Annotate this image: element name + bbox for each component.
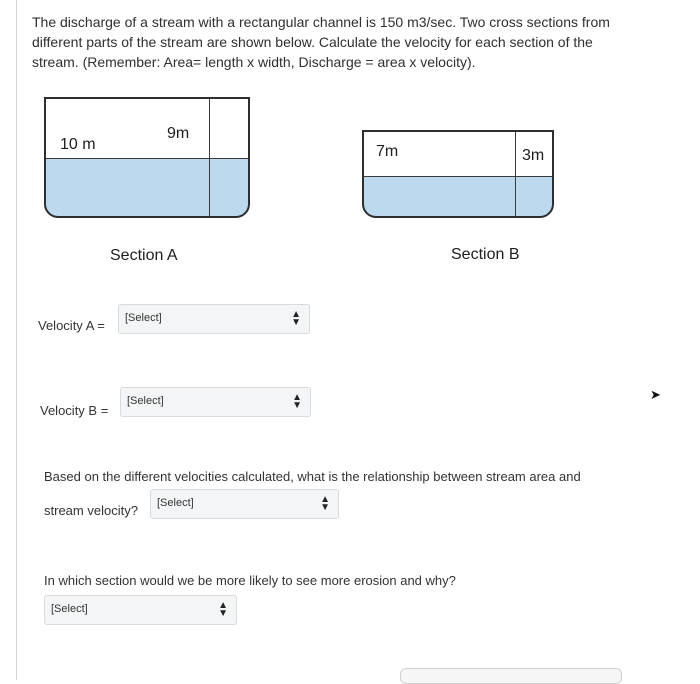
relationship-select[interactable] bbox=[150, 489, 339, 519]
select-arrows-icon: ▲ ▼ bbox=[218, 600, 228, 619]
relationship-question-line-2: stream velocity? bbox=[44, 503, 138, 518]
velocity-b-select[interactable] bbox=[120, 387, 311, 417]
relationship-question-line-1: Based on the different velocities calculated, what is the relationship between stream area and bbox=[44, 469, 581, 484]
section-b-depth-label: 3m bbox=[522, 147, 545, 164]
erosion-select-value: [Select] bbox=[51, 603, 88, 615]
intro-line-1: The discharge of a stream with a rectangular channel is 150 m3/sec. Two cross sections from bbox=[32, 14, 610, 30]
section-a-channel bbox=[44, 97, 250, 218]
select-arrows-icon: ▲ ▼ bbox=[291, 309, 301, 328]
velocity-a-select[interactable] bbox=[118, 304, 310, 334]
velocity-a-select-value: [Select] bbox=[125, 312, 162, 324]
section-a-title: Section A bbox=[110, 247, 178, 264]
section-a-depth-label: 9m bbox=[167, 125, 190, 142]
intro-line-2: different parts of the stream are shown below. Calculate the velocity for each section of the bbox=[32, 34, 593, 50]
velocity-b-label: Velocity B = bbox=[40, 403, 109, 418]
erosion-select[interactable] bbox=[44, 595, 237, 625]
select-arrows-icon: ▲ ▼ bbox=[292, 392, 302, 411]
mouse-cursor-icon: ➤ bbox=[650, 387, 661, 402]
relationship-select-value: [Select] bbox=[157, 497, 194, 509]
intro-line-3: stream. (Remember: Area= length x width, Discharge = area x velocity). bbox=[32, 54, 476, 70]
section-b-width-label: 7m bbox=[376, 143, 399, 160]
velocity-a-label: Velocity A = bbox=[38, 318, 105, 333]
velocity-b-select-value: [Select] bbox=[127, 395, 164, 407]
erosion-question: In which section would we be more likely to see more erosion and why? bbox=[44, 573, 456, 588]
select-arrows-icon: ▲ ▼ bbox=[320, 494, 330, 513]
question-intro bbox=[32, 12, 672, 72]
section-a-width-label: 10 m bbox=[60, 136, 96, 153]
section-b-title: Section B bbox=[451, 246, 520, 263]
bottom-partial-element bbox=[400, 668, 622, 684]
